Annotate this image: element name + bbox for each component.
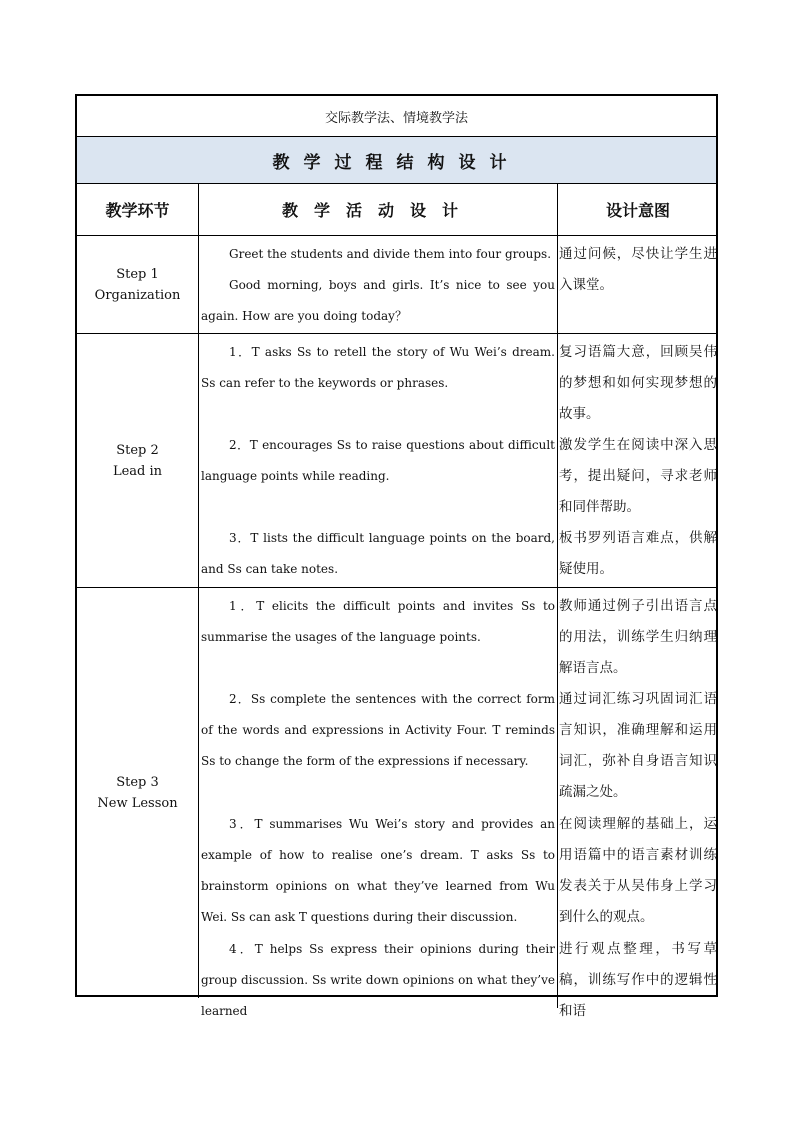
step2-activity-1: 1．T asks Ss to retell the story of Wu Wei’s dream. Ss can refer to the keywords or phrases. xyxy=(201,345,555,390)
step1-label-cell xyxy=(77,236,199,333)
step3-intent-4: 进行观点整理，书写草稿，训练写作中的逻辑性和语 xyxy=(559,941,717,1019)
teaching-methods-text: 交际教学法、情境教学法 xyxy=(324,110,468,126)
step1-activity-cell xyxy=(199,236,558,333)
step3-intent-1: 教师通过例子引出语言点的用法，训练学生归纳理解语言点。 xyxy=(559,598,717,676)
step3-activity-1: 1．T elicits the difficult points and invites Ss to summarise the usages of the language points. xyxy=(201,599,555,644)
step2-label-line2: Lead in xyxy=(112,463,163,479)
step2-label-cell xyxy=(77,334,199,587)
step2-label-line1: Step 2 xyxy=(116,442,159,458)
step3-activity-3: 3．T summarises Wu Wei’s story and provides an example of how to realise one’s dream. T asks Ss to brainstorm opinions on what they’ve learned from Wu Wei. Ss can ask T questions during their discussion. xyxy=(201,817,555,924)
step2-activity-cell xyxy=(199,334,558,587)
step3-intent-2: 通过词汇练习巩固词汇语言知识，准确理解和运用词汇，弥补自身语言知识疏漏之处。 xyxy=(559,691,717,800)
section-title: 教学过程结构设计 xyxy=(272,152,521,173)
step3-label-line1: Step 3 xyxy=(116,775,159,790)
lesson-plan-table xyxy=(75,94,718,1019)
table-header-row xyxy=(77,184,716,236)
header-stage xyxy=(77,184,199,235)
header-stage-label: 教学环节 xyxy=(105,201,170,220)
step1-activity-2: Good morning, boys and girls. It’s nice to see you again. How are you doing today？ xyxy=(201,278,555,323)
step3-intent-cell xyxy=(558,588,718,1019)
step3-activity-cell xyxy=(199,588,558,1018)
table-row-step1 xyxy=(77,236,716,334)
step2-activity-3: 3．T lists the difficult language points on the board, and Ss can take notes. xyxy=(201,531,555,576)
section-title-band xyxy=(77,137,716,184)
teaching-methods-row xyxy=(77,96,716,137)
step1-label-line2: Organization xyxy=(94,287,181,303)
step3-activity-4: 4．T helps Ss express their opinions during their group discussion. Ss write down opinions on what they’ve learned xyxy=(201,942,555,1018)
table-row-step3 xyxy=(77,588,717,1019)
step2-intent-3: 板书罗列语言难点，供解疑使用。 xyxy=(559,530,717,577)
step1-label-line1: Step 1 xyxy=(116,266,159,282)
step2-intent-1: 复习语篇大意，回顾吴伟的梦想和如何实现梦想的故事。 xyxy=(559,344,717,422)
step1-activity-1: Greet the students and divide them into four groups. xyxy=(229,247,552,261)
step2-activity-2: 2．T encourages Ss to raise questions about difficult language points while reading. xyxy=(201,438,555,483)
step1-intent-1: 通过问候，尽快让学生进入课堂。 xyxy=(559,246,717,293)
step3-intent-3: 在阅读理解的基础上，运用语篇中的语言素材训练发表关于从吴伟身上学习到什么的观点。 xyxy=(559,816,717,925)
step3-label-cell xyxy=(77,588,199,998)
header-activity-label: 教学活动设计 xyxy=(281,201,474,220)
header-intent xyxy=(558,184,718,235)
table-row-step2 xyxy=(77,334,716,588)
header-intent-label: 设计意图 xyxy=(605,201,670,220)
step3-activity-2: 2．Ss complete the sentences with the correct form of the words and expressions in Activity Four. T reminds Ss to change the form of the expressions if necessary. xyxy=(201,692,555,768)
header-activity xyxy=(199,184,558,235)
step3-label-line2: New Lesson xyxy=(97,796,178,811)
step2-intent-cell xyxy=(558,334,718,587)
step2-intent-2: 激发学生在阅读中深入思考，提出疑问，寻求老师和同伴帮助。 xyxy=(559,437,717,515)
step1-intent-cell xyxy=(558,236,718,333)
